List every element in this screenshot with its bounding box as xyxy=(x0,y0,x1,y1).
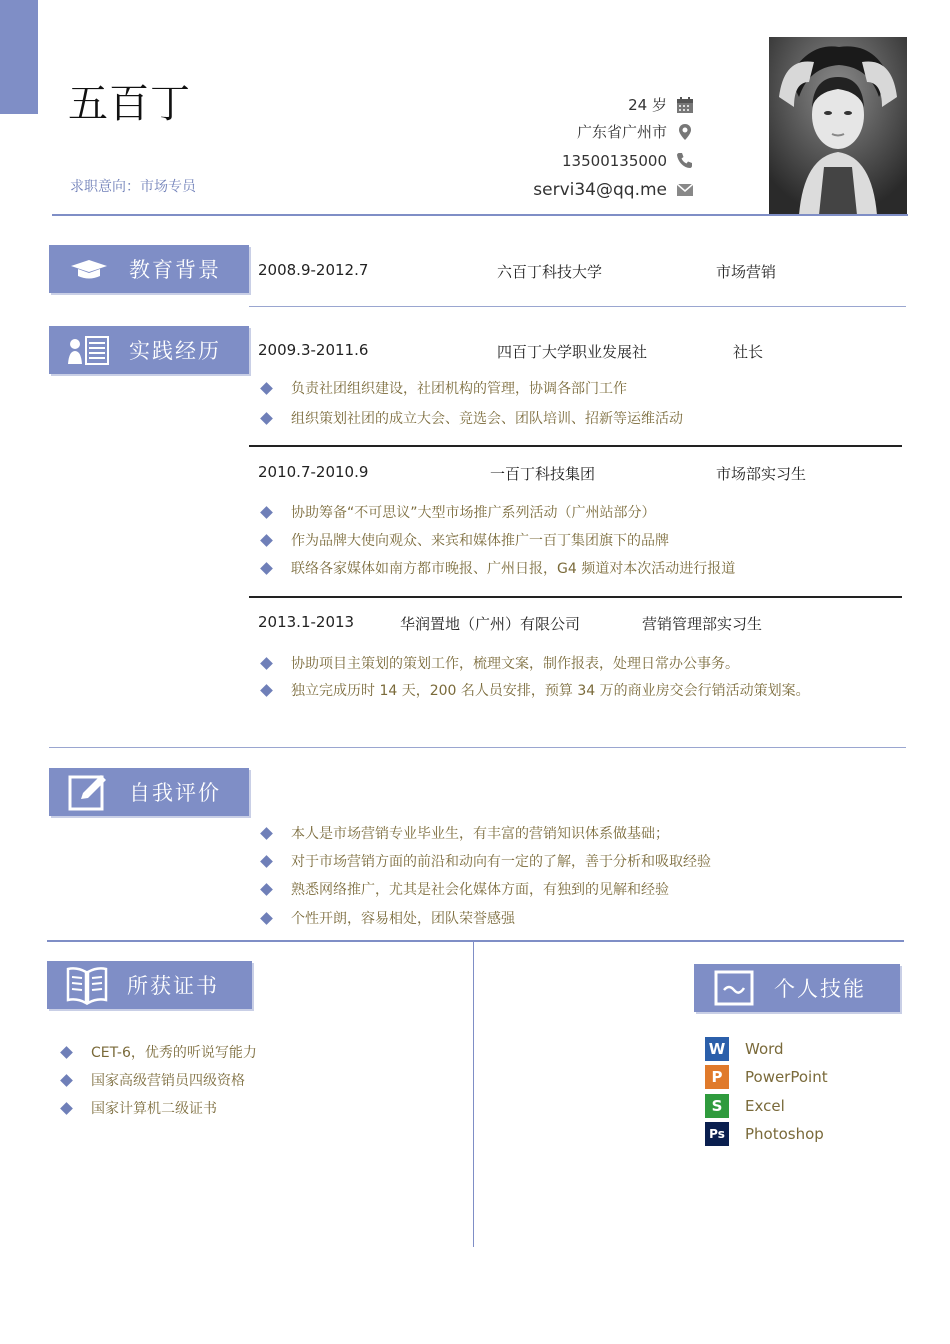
exp3-role: 营销管理部实习生 xyxy=(642,615,763,633)
self-eval-item: 对于市场营销方面的前沿和动向有一定的了解，善于分析和吸取经验 xyxy=(258,851,711,871)
education-divider xyxy=(249,306,906,307)
exp2-period: 2010.7-2010.9 xyxy=(258,463,369,481)
bullet-diamond-icon xyxy=(260,883,273,896)
exp1-item: 组织策划社团的成立大会、竞选会、团队培训、招新等运维活动 xyxy=(258,408,683,428)
powerpoint-icon: P xyxy=(705,1065,729,1089)
certs-header xyxy=(47,961,252,1009)
graduation-cap-icon xyxy=(49,257,129,281)
exp3-item: 独立完成历时 14 天，200 名人员安排，预算 34 万的商业房交会行销活动策划案。 xyxy=(258,680,810,700)
exp1-item: 负责社团组织建设，社团机构的管理，协调各部门工作 xyxy=(258,378,627,398)
mail-icon xyxy=(675,180,695,200)
exp2-item: 联络各家媒体如南方都市晚报、广州日报，G4 频道对本次活动进行报道 xyxy=(258,558,735,578)
exp2-item: 作为品牌大使向观众、来宾和媒体推广一百丁集团旗下的品牌 xyxy=(258,530,669,550)
bullet-diamond-icon xyxy=(60,1102,73,1115)
bullet-diamond-icon xyxy=(60,1074,73,1087)
bullet-diamond-icon xyxy=(260,855,273,868)
edu-major: 市场营销 xyxy=(716,263,777,281)
skill-item xyxy=(705,1122,824,1146)
skill-label: PowerPoint xyxy=(745,1068,828,1086)
corner-accent xyxy=(0,0,38,114)
exp1-org: 四百丁大学职业发展社 xyxy=(497,343,648,361)
bullet-diamond-icon xyxy=(260,562,273,575)
phone-text: 13500135000 xyxy=(562,152,667,170)
exp1-divider xyxy=(249,445,902,447)
calendar-icon xyxy=(675,95,695,115)
map-pin-icon xyxy=(675,122,695,142)
cert-item: CET-6，优秀的听说写能力 xyxy=(58,1042,257,1062)
edu-period: 2008.9-2012.7 xyxy=(258,261,369,279)
self-eval-title: 自我评价 xyxy=(129,781,221,805)
exp3-item: 协助项目主策划的策划工作，梳理文案，制作报表，处理日常办公事务。 xyxy=(258,653,739,673)
job-intent: 求职意向：市场专员 xyxy=(70,179,196,195)
skills-header xyxy=(694,964,900,1012)
bullet-diamond-icon xyxy=(260,534,273,547)
exp3-period: 2013.1-2013 xyxy=(258,613,355,631)
column-divider xyxy=(473,941,474,1247)
phone-row xyxy=(562,151,695,171)
age-row xyxy=(628,94,695,115)
email-text[interactable]: servi34@qq.me xyxy=(533,180,667,200)
email-row xyxy=(533,180,695,200)
bullet-diamond-icon xyxy=(260,412,273,425)
skill-label: Excel xyxy=(745,1097,785,1115)
self-eval-item: 个性开朗，容易相处，团队荣誉感强 xyxy=(258,908,515,928)
self-eval-item: 本人是市场营销专业毕业生，有丰富的营销知识体系做基础； xyxy=(258,823,669,843)
bullet-diamond-icon xyxy=(260,382,273,395)
skill-label: Photoshop xyxy=(745,1125,824,1143)
exp2-divider xyxy=(249,596,902,598)
exp2-role: 市场部实习生 xyxy=(716,465,807,483)
photoshop-icon: Ps xyxy=(705,1122,729,1146)
skills-title: 个人技能 xyxy=(774,977,866,1001)
self-eval-divider xyxy=(47,940,904,942)
skill-item xyxy=(705,1065,828,1089)
chart-window-icon xyxy=(694,968,774,1008)
self-eval-item: 熟悉网络推广，尤其是社会化媒体方面，有独到的见解和经验 xyxy=(258,879,669,899)
practice-title: 实践经历 xyxy=(129,339,221,363)
profile-photo xyxy=(769,37,907,215)
exp3-org: 华润置地（广州）有限公司 xyxy=(400,615,581,633)
bullet-diamond-icon xyxy=(260,657,273,670)
self-eval-header xyxy=(49,768,249,816)
excel-icon: S xyxy=(705,1094,729,1118)
education-header xyxy=(49,245,249,293)
location-text: 广东省广州市 xyxy=(576,123,667,141)
skill-label: Word xyxy=(745,1040,784,1058)
exp2-org: 一百丁科技集团 xyxy=(490,465,596,483)
certs-title: 所获证书 xyxy=(127,974,219,998)
profile-list-icon xyxy=(49,334,129,366)
cert-item: 国家计算机二级证书 xyxy=(58,1098,217,1118)
exp1-role: 社长 xyxy=(733,343,764,361)
candidate-name: 五百丁 xyxy=(68,81,191,127)
edit-icon xyxy=(49,771,129,813)
practice-header xyxy=(49,326,249,374)
bullet-diamond-icon xyxy=(60,1046,73,1059)
bullet-diamond-icon xyxy=(260,912,273,925)
bullet-diamond-icon xyxy=(260,684,273,697)
skill-item xyxy=(705,1037,784,1061)
bullet-diamond-icon xyxy=(260,506,273,519)
practice-divider xyxy=(49,747,906,748)
word-icon: W xyxy=(705,1037,729,1061)
phone-icon xyxy=(675,151,695,171)
age-text: 24 岁 xyxy=(628,96,667,114)
cert-item: 国家高级营销员四级资格 xyxy=(58,1070,245,1090)
bullet-diamond-icon xyxy=(260,827,273,840)
exp2-item: 协助筹备“不可思议”大型市场推广系列活动（广州站部分） xyxy=(258,502,656,522)
header-divider xyxy=(52,214,908,216)
exp1-period: 2009.3-2011.6 xyxy=(258,341,369,359)
location-row xyxy=(577,121,695,142)
skill-item xyxy=(705,1094,785,1118)
edu-school: 六百丁科技大学 xyxy=(497,263,603,281)
book-icon xyxy=(47,965,127,1005)
education-title: 教育背景 xyxy=(129,258,221,282)
